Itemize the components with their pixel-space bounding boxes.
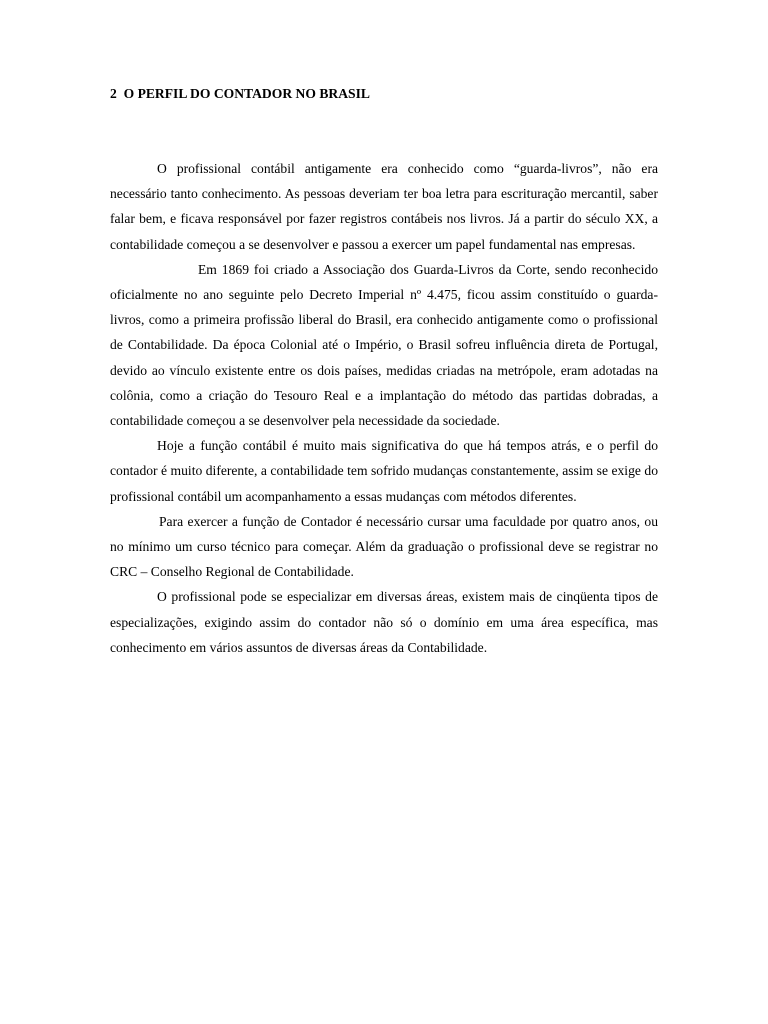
paragraph-5: O profissional pode se especializar em diversas áreas, existem mais de cinqüenta tipos de especializações, exigindo assim do contador não só o domínio em uma área específica, mas conhecimento em vários assuntos de diversas áreas da Contabilidade. [110, 589, 658, 655]
paragraph-4: Para exercer a função de Contador é necessário cursar uma faculdade por quatro anos, ou no mínimo um curso técnico para começar. Além da graduação o profissional deve se registrar no CRC – Conselho Regional de Contabilidade. [110, 513, 658, 580]
paragraph-3: Hoje a função contábil é muito mais significativa do que há tempos atrás, e o perfil do contador é muito diferente, a contabilidade tem sofrido mudanças constantemente, assim se exige do profissional contábil um acompanhamento a essas mudanças com métodos diferentes. [110, 438, 658, 504]
section-heading: 2 O PERFIL DO CONTADOR NO BRASIL [110, 86, 370, 101]
document-body [110, 156, 658, 660]
paragraph-1: O profissional contábil antigamente era conhecido como “guarda-livros”, não era necessário tanto conhecimento. As pessoas deveriam ter boa letra para escrituração mercantil, saber falar bem, e ficava responsável por fazer registros contábeis nos livros. Já a partir do século XX, a contabilidade começou a se desenvolver e passou a exercer um papel fundamental nas empresas. [110, 161, 658, 252]
paragraph-2: Em 1869 foi criado a Associação dos Guarda-Livros da Corte, sendo reconhecido oficialmente no ano seguinte pelo Decreto Imperial nº 4.475, ficou assim constituído o guarda-livros, como a primeira profissão liberal do Brasil, era conhecido antigamente como o profissional de Contabilidade. Da época Colonial até o Império, o Brasil sofreu influência direta de Portugal, devido ao vínculo existente entre os dois países, medidas criadas na metrópole, eram adotadas na colônia, como a criação do Tesouro Real e a implantação do método das partidas dobradas, a contabilidade começou a se desenvolver pela necessidade da sociedade. [110, 261, 658, 429]
document-content [110, 84, 658, 660]
